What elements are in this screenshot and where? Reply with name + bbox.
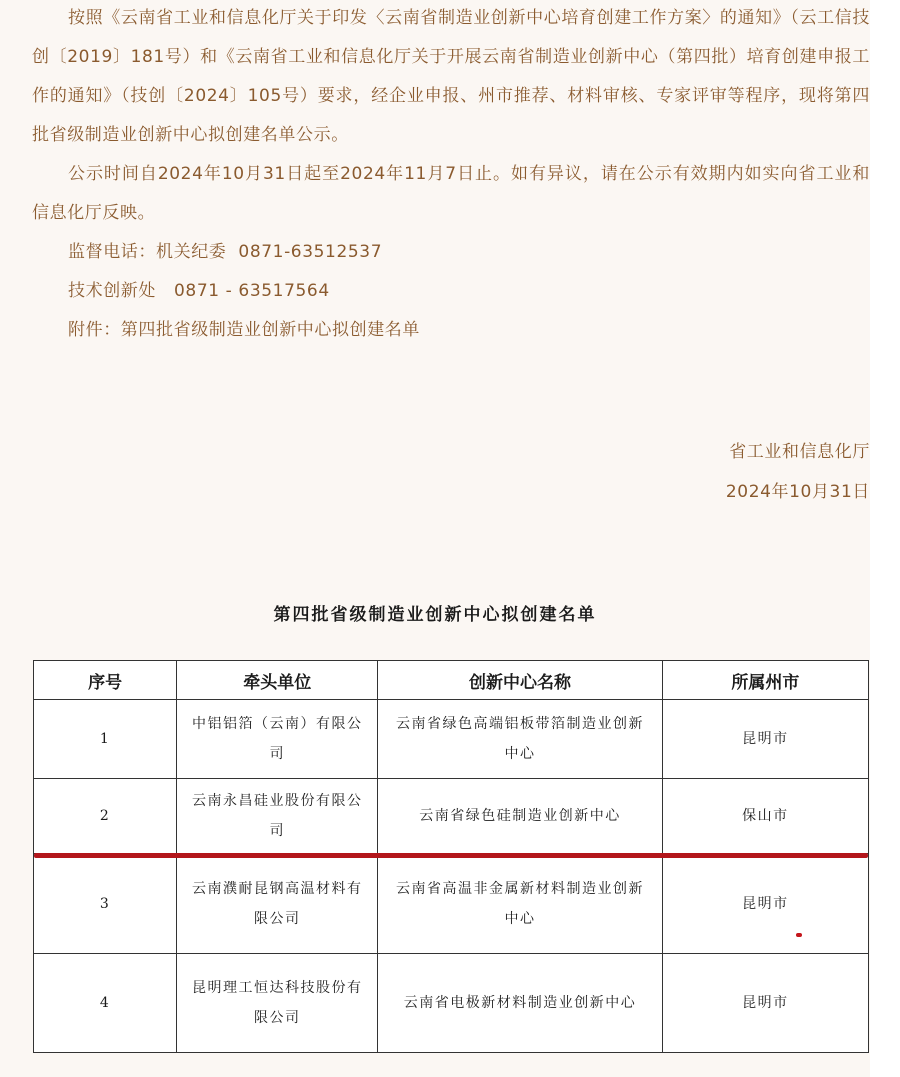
header-center-name: 创新中心名称 bbox=[378, 661, 662, 700]
cell-center-name: 云南省绿色硅制造业创新中心 bbox=[378, 779, 662, 854]
table-title: 第四批省级制造业创新中心拟创建名单 bbox=[273, 605, 597, 625]
cell-lead-unit: 中铝铝箔（云南）有限公司 bbox=[177, 700, 378, 779]
red-annotation-dot bbox=[796, 933, 802, 937]
notice-paragraph-basis: 按照《云南省工业和信息化厅关于印发〈云南省制造业创新中心培育创建工作方案〉的通知》（云工信技创〔2019〕181号）和《云南省工业和信息化厅关于开展云南省制造业创新中心（第四批）培育创建申报工作的通知》（技创〔2024〕105号）要求，经企业申报、州市推荐、材料审核、专家评审等程序，现将第四批省级制造业创新中心拟创建名单公示。 bbox=[32, 8, 870, 145]
header-lead-unit: 牵头单位 bbox=[177, 661, 378, 700]
header-serial: 序号 bbox=[34, 661, 177, 700]
signature-date: 2024年10月31日 bbox=[725, 482, 870, 502]
notice-paragraph-period: 公示时间自2024年10月31日起至2024年11月7日止。如有异议，请在公示有效期内如实向省工业和信息化厅反映。 bbox=[32, 164, 870, 223]
signature-organization: 省工业和信息化厅 bbox=[729, 442, 870, 462]
cell-serial: 4 bbox=[34, 954, 177, 1053]
cell-serial: 3 bbox=[34, 854, 177, 954]
cell-lead-unit: 云南濮耐昆钢高温材料有限公司 bbox=[177, 854, 378, 954]
table-row bbox=[34, 954, 869, 1053]
header-city: 所属州市 bbox=[662, 661, 868, 700]
cell-center-name: 云南省高温非金属新材料制造业创新中心 bbox=[378, 854, 662, 954]
cell-center-name: 云南省电极新材料制造业创新中心 bbox=[378, 954, 662, 1053]
tech-innovation-phone: 技术创新处 0871 - 63517564 bbox=[68, 281, 330, 301]
cell-city: 昆明市 bbox=[662, 700, 868, 779]
cell-city: 昆明市 bbox=[662, 954, 868, 1053]
table-row bbox=[34, 700, 869, 779]
attachment-note: 附件：第四批省级制造业创新中心拟创建名单 bbox=[68, 320, 420, 340]
table-row bbox=[34, 779, 869, 854]
cell-serial: 1 bbox=[34, 700, 177, 779]
notice-body bbox=[32, 0, 870, 502]
cell-serial: 2 bbox=[34, 779, 177, 854]
supervision-phone: 监督电话：机关纪委 0871-63512537 bbox=[68, 242, 383, 262]
cell-city: 昆明市 bbox=[662, 854, 868, 954]
table-header-row bbox=[34, 661, 869, 700]
cell-lead-unit: 昆明理工恒达科技股份有限公司 bbox=[177, 954, 378, 1053]
cell-city: 保山市 bbox=[662, 779, 868, 854]
cell-lead-unit: 云南永昌硅业股份有限公司 bbox=[177, 779, 378, 854]
cell-center-name: 云南省绿色高端铝板带箔制造业创新中心 bbox=[378, 700, 662, 779]
table-row bbox=[34, 854, 869, 954]
red-annotation-underline bbox=[34, 853, 868, 858]
